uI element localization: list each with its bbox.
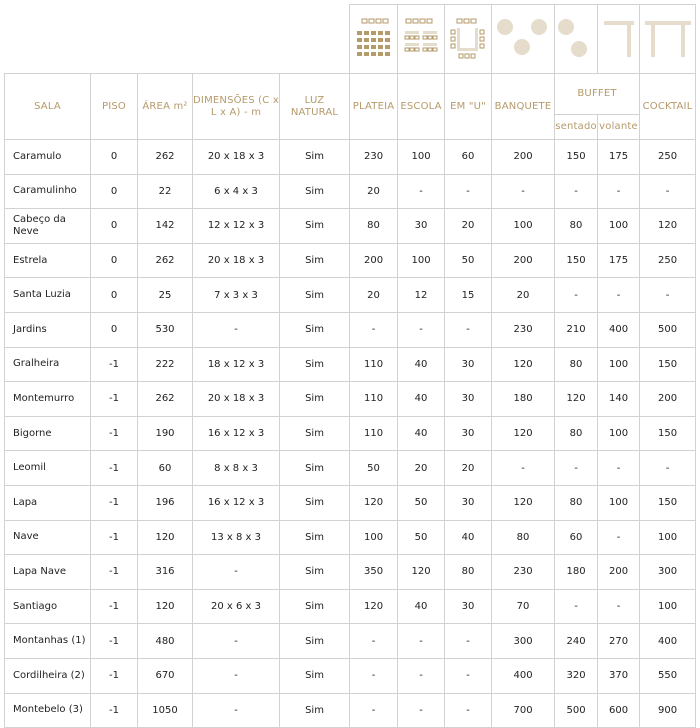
cell-buffet-sentado: - <box>555 174 598 209</box>
cell-dimensoes: 8 x 8 x 3 <box>193 451 280 486</box>
cell-plateia: - <box>350 693 398 728</box>
cell-sala: Bigorne <box>5 416 91 451</box>
cell-buffet-volante: - <box>598 589 640 624</box>
cell-piso: -1 <box>91 347 138 382</box>
cell-em-u: 60 <box>445 140 492 175</box>
cell-plateia: 350 <box>350 555 398 590</box>
table-row <box>5 174 696 209</box>
cell-buffet-volante: - <box>598 451 640 486</box>
cell-piso: 0 <box>91 209 138 244</box>
cell-area: 530 <box>138 312 193 347</box>
cell-escola: 100 <box>398 140 445 175</box>
cell-dimensoes: 20 x 6 x 3 <box>193 589 280 624</box>
cell-sala: Caramulinho <box>5 174 91 209</box>
cell-cocktail: 200 <box>640 382 696 417</box>
cell-em-u: 40 <box>445 520 492 555</box>
cell-plateia: 110 <box>350 416 398 451</box>
cell-plateia: 50 <box>350 451 398 486</box>
cell-buffet-volante: 100 <box>598 416 640 451</box>
header-escola: ESCOLA <box>398 74 445 140</box>
cell-sala: Lapa Nave <box>5 555 91 590</box>
table-row <box>5 624 696 659</box>
cell-sala: Santiago <box>5 589 91 624</box>
cell-piso: -1 <box>91 451 138 486</box>
cell-sala: Montanhas (1) <box>5 624 91 659</box>
cell-dimensoes: 20 x 18 x 3 <box>193 382 280 417</box>
cell-em-u: 80 <box>445 555 492 590</box>
cell-area: 190 <box>138 416 193 451</box>
cell-area: 60 <box>138 451 193 486</box>
cell-luz-natural: Sim <box>280 589 350 624</box>
cell-cocktail: 100 <box>640 520 696 555</box>
table-row <box>5 520 696 555</box>
cell-banquete: 20 <box>492 278 555 313</box>
cell-plateia: 120 <box>350 485 398 520</box>
cell-area: 120 <box>138 520 193 555</box>
cell-dimensoes: - <box>193 624 280 659</box>
cell-buffet-volante: 370 <box>598 658 640 693</box>
cell-escola: 20 <box>398 451 445 486</box>
cell-cocktail: 500 <box>640 312 696 347</box>
cell-plateia: 230 <box>350 140 398 175</box>
cell-cocktail: 250 <box>640 243 696 278</box>
cell-luz-natural: Sim <box>280 347 350 382</box>
table-row <box>5 140 696 175</box>
cell-buffet-sentado: - <box>555 278 598 313</box>
cell-em-u: 30 <box>445 589 492 624</box>
cell-dimensoes: - <box>193 555 280 590</box>
cell-em-u: 50 <box>445 243 492 278</box>
cell-plateia: 110 <box>350 347 398 382</box>
cell-escola: - <box>398 658 445 693</box>
cell-piso: -1 <box>91 555 138 590</box>
cell-area: 262 <box>138 243 193 278</box>
cell-escola: - <box>398 174 445 209</box>
cell-escola: 120 <box>398 555 445 590</box>
cell-buffet-sentado: 150 <box>555 140 598 175</box>
cell-area: 480 <box>138 624 193 659</box>
cell-banquete: 70 <box>492 589 555 624</box>
cell-cocktail: 150 <box>640 416 696 451</box>
cell-sala: Jardins <box>5 312 91 347</box>
cell-buffet-volante: 140 <box>598 382 640 417</box>
cell-piso: -1 <box>91 693 138 728</box>
cell-luz-natural: Sim <box>280 140 350 175</box>
cell-banquete: - <box>492 451 555 486</box>
cell-buffet-sentado: 80 <box>555 209 598 244</box>
cell-luz-natural: Sim <box>280 382 350 417</box>
cell-dimensoes: 18 x 12 x 3 <box>193 347 280 382</box>
header-buffet-sentado: sentado <box>555 115 598 140</box>
buffet-sentado-layout-icon <box>555 5 598 74</box>
cell-escola: - <box>398 312 445 347</box>
header-sala: SALA <box>5 74 91 140</box>
cell-buffet-sentado: 210 <box>555 312 598 347</box>
cell-escola: 30 <box>398 209 445 244</box>
cell-em-u: 30 <box>445 347 492 382</box>
cell-dimensoes: - <box>193 312 280 347</box>
cell-piso: -1 <box>91 520 138 555</box>
buffet-volante-layout-icon <box>598 5 640 74</box>
table-row <box>5 589 696 624</box>
cell-area: 120 <box>138 589 193 624</box>
cell-plateia: - <box>350 624 398 659</box>
cell-piso: 0 <box>91 174 138 209</box>
table-row <box>5 658 696 693</box>
cell-plateia: 110 <box>350 382 398 417</box>
cell-area: 25 <box>138 278 193 313</box>
cell-piso: -1 <box>91 658 138 693</box>
cell-banquete: 80 <box>492 520 555 555</box>
cell-buffet-volante: 200 <box>598 555 640 590</box>
cell-sala: Estrela <box>5 243 91 278</box>
cell-banquete: 700 <box>492 693 555 728</box>
cell-piso: -1 <box>91 624 138 659</box>
table-row <box>5 312 696 347</box>
cell-area: 22 <box>138 174 193 209</box>
cell-cocktail: - <box>640 174 696 209</box>
cell-buffet-volante: 100 <box>598 485 640 520</box>
cell-sala: Montemurro <box>5 382 91 417</box>
cell-luz-natural: Sim <box>280 520 350 555</box>
cell-em-u: - <box>445 624 492 659</box>
cell-banquete: 200 <box>492 140 555 175</box>
cell-area: 196 <box>138 485 193 520</box>
cell-sala: Cabeço da Neve <box>5 209 91 244</box>
cell-sala: Leomil <box>5 451 91 486</box>
blank-corner <box>5 5 350 74</box>
cell-cocktail: - <box>640 278 696 313</box>
table-row <box>5 347 696 382</box>
cell-plateia: 120 <box>350 589 398 624</box>
header-buffet-volante: volante <box>598 115 640 140</box>
cell-buffet-volante: 270 <box>598 624 640 659</box>
cell-luz-natural: Sim <box>280 485 350 520</box>
cell-luz-natural: Sim <box>280 624 350 659</box>
cell-area: 222 <box>138 347 193 382</box>
cell-piso: -1 <box>91 485 138 520</box>
cell-cocktail: 150 <box>640 485 696 520</box>
room-capacity-table <box>4 4 696 728</box>
cell-luz-natural: Sim <box>280 243 350 278</box>
table-row <box>5 278 696 313</box>
header-em-u: EM "U" <box>445 74 492 140</box>
header-cocktail: COCKTAIL <box>640 74 696 140</box>
cell-buffet-sentado: 500 <box>555 693 598 728</box>
header-plateia: PLATEIA <box>350 74 398 140</box>
cell-buffet-volante: - <box>598 278 640 313</box>
cell-buffet-sentado: 80 <box>555 485 598 520</box>
cell-dimensoes: 20 x 18 x 3 <box>193 243 280 278</box>
cell-luz-natural: Sim <box>280 555 350 590</box>
cell-piso: 0 <box>91 140 138 175</box>
cell-luz-natural: Sim <box>280 451 350 486</box>
u-shape-layout-icon <box>445 5 492 74</box>
cell-escola: 100 <box>398 243 445 278</box>
cell-plateia: - <box>350 312 398 347</box>
cell-em-u: 20 <box>445 451 492 486</box>
cell-sala: Lapa <box>5 485 91 520</box>
header-luz-natural: LUZ NATURAL <box>280 74 350 140</box>
cell-luz-natural: Sim <box>280 693 350 728</box>
cell-cocktail: 100 <box>640 589 696 624</box>
cell-cocktail: 250 <box>640 140 696 175</box>
cell-piso: 0 <box>91 243 138 278</box>
cell-area: 142 <box>138 209 193 244</box>
cell-buffet-sentado: - <box>555 451 598 486</box>
cell-luz-natural: Sim <box>280 416 350 451</box>
banquete-layout-icon <box>492 5 555 74</box>
cell-plateia: - <box>350 658 398 693</box>
cell-banquete: 100 <box>492 209 555 244</box>
cell-area: 262 <box>138 382 193 417</box>
header-banquete: BANQUETE <box>492 74 555 140</box>
cell-em-u: - <box>445 312 492 347</box>
cell-piso: 0 <box>91 312 138 347</box>
cell-escola: 40 <box>398 347 445 382</box>
cell-escola: - <box>398 693 445 728</box>
cell-dimensoes: 13 x 8 x 3 <box>193 520 280 555</box>
table-row <box>5 451 696 486</box>
cell-escola: 12 <box>398 278 445 313</box>
cell-dimensoes: 12 x 12 x 3 <box>193 209 280 244</box>
cell-luz-natural: Sim <box>280 278 350 313</box>
table-row <box>5 243 696 278</box>
cell-luz-natural: Sim <box>280 174 350 209</box>
cell-piso: -1 <box>91 382 138 417</box>
cell-plateia: 200 <box>350 243 398 278</box>
cell-piso: -1 <box>91 416 138 451</box>
cell-escola: 40 <box>398 382 445 417</box>
cell-buffet-volante: 100 <box>598 347 640 382</box>
cell-buffet-sentado: 180 <box>555 555 598 590</box>
cell-cocktail: 400 <box>640 624 696 659</box>
cell-cocktail: 550 <box>640 658 696 693</box>
cell-area: 316 <box>138 555 193 590</box>
cell-sala: Gralheira <box>5 347 91 382</box>
table-body <box>5 140 696 728</box>
cell-escola: 40 <box>398 416 445 451</box>
cell-sala: Cordilheira (2) <box>5 658 91 693</box>
table-row <box>5 555 696 590</box>
cell-cocktail: 150 <box>640 347 696 382</box>
cell-sala: Montebelo (3) <box>5 693 91 728</box>
capacity-table-container <box>4 4 696 717</box>
cell-luz-natural: Sim <box>280 312 350 347</box>
escola-layout-icon <box>398 5 445 74</box>
cell-em-u: - <box>445 174 492 209</box>
cell-banquete: 120 <box>492 416 555 451</box>
cell-luz-natural: Sim <box>280 658 350 693</box>
cell-banquete: 120 <box>492 347 555 382</box>
cell-escola: 50 <box>398 520 445 555</box>
cell-banquete: 230 <box>492 312 555 347</box>
cell-em-u: - <box>445 658 492 693</box>
cell-buffet-sentado: - <box>555 589 598 624</box>
cell-cocktail: 900 <box>640 693 696 728</box>
cell-area: 1050 <box>138 693 193 728</box>
cell-banquete: 400 <box>492 658 555 693</box>
table-row <box>5 485 696 520</box>
cell-buffet-volante: - <box>598 520 640 555</box>
table-row <box>5 209 696 244</box>
header-dimensoes: DIMENSÕES (C x L x A) - m <box>193 74 280 140</box>
cell-banquete: 180 <box>492 382 555 417</box>
cell-buffet-sentado: 60 <box>555 520 598 555</box>
cell-cocktail: - <box>640 451 696 486</box>
cell-piso: -1 <box>91 589 138 624</box>
cell-sala: Santa Luzia <box>5 278 91 313</box>
cell-buffet-volante: 400 <box>598 312 640 347</box>
cell-buffet-volante: 100 <box>598 209 640 244</box>
cell-escola: 40 <box>398 589 445 624</box>
cell-banquete: 200 <box>492 243 555 278</box>
cell-cocktail: 300 <box>640 555 696 590</box>
table-row <box>5 693 696 728</box>
table-row <box>5 416 696 451</box>
cell-buffet-sentado: 240 <box>555 624 598 659</box>
cell-area: 670 <box>138 658 193 693</box>
cell-banquete: - <box>492 174 555 209</box>
cell-buffet-sentado: 80 <box>555 416 598 451</box>
cell-plateia: 100 <box>350 520 398 555</box>
cell-em-u: 30 <box>445 416 492 451</box>
cell-plateia: 80 <box>350 209 398 244</box>
header-piso: PISO <box>91 74 138 140</box>
cell-plateia: 20 <box>350 174 398 209</box>
cell-dimensoes: - <box>193 693 280 728</box>
cell-dimensoes: 16 x 12 x 3 <box>193 485 280 520</box>
cocktail-layout-icon <box>640 5 696 74</box>
cell-banquete: 300 <box>492 624 555 659</box>
cell-buffet-sentado: 80 <box>555 347 598 382</box>
cell-cocktail: 120 <box>640 209 696 244</box>
cell-luz-natural: Sim <box>280 209 350 244</box>
table-row <box>5 382 696 417</box>
cell-area: 262 <box>138 140 193 175</box>
cell-banquete: 120 <box>492 485 555 520</box>
cell-sala: Caramulo <box>5 140 91 175</box>
cell-buffet-sentado: 120 <box>555 382 598 417</box>
cell-dimensoes: - <box>193 658 280 693</box>
cell-em-u: 15 <box>445 278 492 313</box>
cell-buffet-volante: 175 <box>598 243 640 278</box>
cell-buffet-volante: 600 <box>598 693 640 728</box>
cell-em-u: 20 <box>445 209 492 244</box>
header-area: ÁREA m² <box>138 74 193 140</box>
cell-piso: 0 <box>91 278 138 313</box>
cell-em-u: 30 <box>445 485 492 520</box>
cell-buffet-sentado: 150 <box>555 243 598 278</box>
cell-buffet-volante: 175 <box>598 140 640 175</box>
cell-dimensoes: 7 x 3 x 3 <box>193 278 280 313</box>
cell-em-u: - <box>445 693 492 728</box>
header-buffet: BUFFET <box>555 74 640 115</box>
cell-sala: Nave <box>5 520 91 555</box>
cell-buffet-volante: - <box>598 174 640 209</box>
cell-buffet-sentado: 320 <box>555 658 598 693</box>
plateia-layout-icon <box>350 5 398 74</box>
cell-escola: - <box>398 624 445 659</box>
cell-em-u: 30 <box>445 382 492 417</box>
cell-plateia: 20 <box>350 278 398 313</box>
cell-dimensoes: 6 x 4 x 3 <box>193 174 280 209</box>
cell-escola: 50 <box>398 485 445 520</box>
cell-dimensoes: 16 x 12 x 3 <box>193 416 280 451</box>
cell-banquete: 230 <box>492 555 555 590</box>
cell-dimensoes: 20 x 18 x 3 <box>193 140 280 175</box>
